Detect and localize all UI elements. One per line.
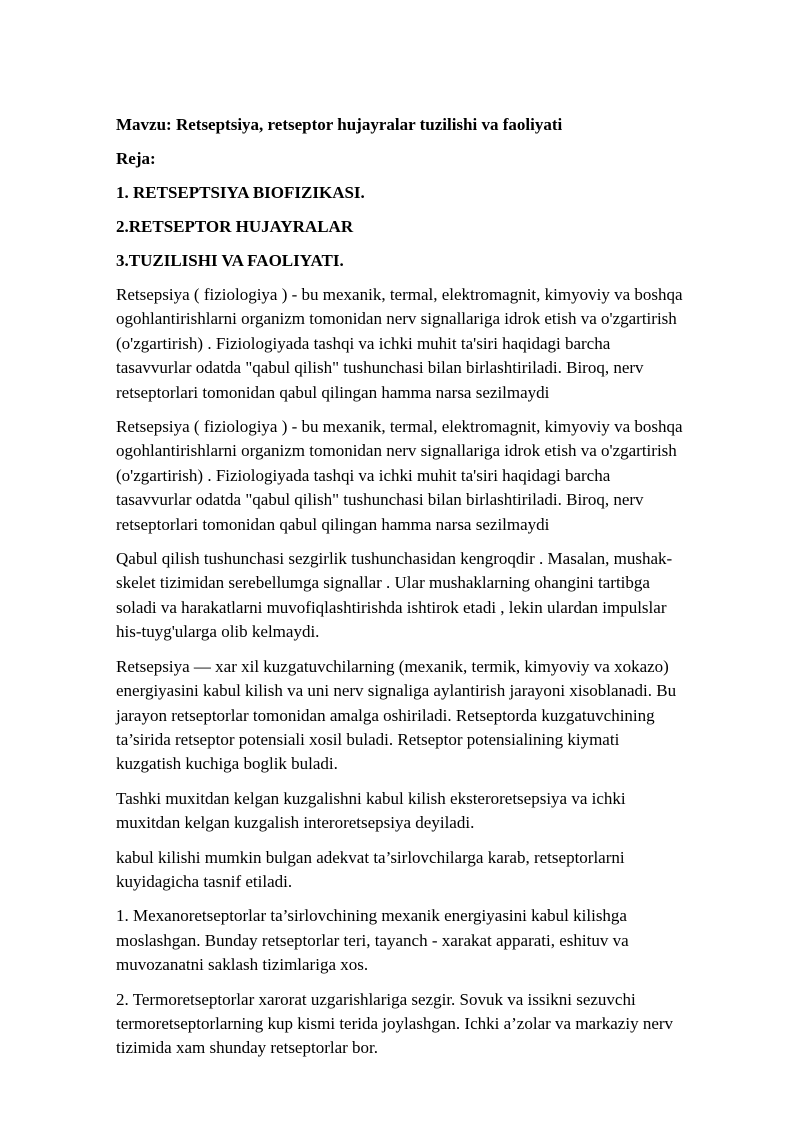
paragraph-line: soladi va harakatlarni muvofiqlashtirishda ishtirok etadi , lekin ulardan impulslar [116, 597, 667, 617]
plan-item-3: 3.TUZILISHI VA FAOLIYATI. [116, 251, 344, 270]
paragraph-2 [116, 415, 746, 537]
paragraph-line: 2. Termoretseptorlar xarorat uzgarishlariga sezgir. Sovuk va issikni sezuvchi [116, 989, 636, 1009]
paragraph-line: ta’sirida retseptor potensiali xosil buladi. Retseptor potensialining kiymati [116, 729, 620, 749]
paragraph-line: kuyidagicha tasnif etiladi. [116, 871, 293, 891]
paragraph-line: energiyasini kabul kilish va uni nerv signaliga aylantirish jarayoni xisoblanadi. Bu [116, 681, 677, 701]
paragraph-8 [116, 988, 746, 1061]
paragraph-line: ogohlantirishlarni organizm tomonidan nerv signallariga idrok etish va o'zgartirish [116, 441, 677, 461]
plan-heading: Reja: [116, 149, 156, 168]
paragraph-line: skelet tizimidan serebellumga signallar . Ular mushaklarning ohangini tartibga [116, 573, 650, 593]
paragraph-6 [116, 846, 746, 895]
paragraph-4 [116, 655, 746, 777]
paragraph-line: kabul kilishi mumkin bulgan adekvat ta’sirlovchilarga karab, retseptorlarni [116, 847, 625, 867]
paragraph-line: jarayon retseptorlar tomonidan amalga oshiriladi. Retseptorda kuzgatuvchining [116, 705, 655, 725]
document-body [116, 113, 746, 1071]
paragraph-line: Retsepsiya ( fiziologiya ) - bu mexanik, termal, elektromagnit, kimyoviy va boshqa [116, 285, 683, 304]
paragraph-line: muxitdan kelgan kuzgalish interoretsepsiya deyiladi. [116, 813, 475, 833]
paragraph-7 [116, 904, 746, 977]
paragraph-line: his-tuyg'ularga olib kelmaydi. [116, 622, 320, 642]
paragraph-line: Qabul qilish tushunchasi sezgirlik tushunchasidan kengroqdir . Masalan, mushak- [116, 549, 673, 569]
plan-item-1: 1. RETSEPTSIYA BIOFIZIKASI. [116, 183, 365, 202]
paragraph-line: 1. Mexanoretseptorlar ta’sirlovchining mexanik energiyasini kabul kilishga [116, 906, 627, 926]
paragraph-line: ogohlantirishlarni organizm tomonidan nerv signallariga idrok etish va o'zgartirish [116, 309, 677, 329]
paragraph-line: tasavvurlar odatda "qabul qilish" tushunchasi bilan birlashtiriladi. Biroq, nerv [116, 490, 644, 510]
paragraph-3 [116, 547, 746, 645]
paragraph-line: termoretseptorlarning kup kismi terida joylashgan. Ichki a’zolar va markaziy nerv [116, 1013, 674, 1033]
paragraph-line: retseptorlari tomonidan qabul qilingan hamma narsa sezilmaydi [116, 514, 550, 534]
paragraph-line: Retsepsiya — xar xil kuzgatuvchilarning (mexanik, termik, kimyoviy va xokazo) [116, 656, 669, 676]
paragraph-line: retseptorlari tomonidan qabul qilingan hamma narsa sezilmaydi [116, 382, 550, 402]
paragraph-line: moslashgan. Bunday retseptorlar teri, tayanch - xarakat apparati, eshituv va [116, 930, 629, 950]
plan-item-2: 2.RETSEPTOR HUJAYRALAR [116, 217, 354, 236]
paragraph-line: (o'zgartirish) . Fiziologiyada tashqi va ichki muhit ta'siri haqidagi barcha [116, 333, 611, 353]
paragraph-line: (o'zgartirish) . Fiziologiyada tashqi va ichki muhit ta'siri haqidagi barcha [116, 465, 611, 485]
paragraph-line: tizimida xam shunday retseptorlar bor. [116, 1038, 379, 1058]
paragraph-line: Retsepsiya ( fiziologiya ) - bu mexanik, termal, elektromagnit, kimyoviy va boshqa [116, 417, 683, 437]
paragraph-line: tasavvurlar odatda "qabul qilish" tushunchasi bilan birlashtiriladi. Biroq, nerv [116, 358, 644, 378]
paragraph-line: Tashki muxitdan kelgan kuzgalishni kabul kilish eksteroretsepsiya va ichki [116, 788, 626, 808]
paragraph-1 [116, 283, 746, 405]
paragraph-line: kuzgatish kuchiga boglik buladi. [116, 754, 338, 774]
paragraph-line: muvozanatni saklash tizimlariga xos. [116, 955, 369, 975]
paragraph-5 [116, 787, 746, 836]
document-title: Mavzu: Retseptsiya, retseptor hujayralar tuzilishi va faoliyati [116, 115, 563, 134]
